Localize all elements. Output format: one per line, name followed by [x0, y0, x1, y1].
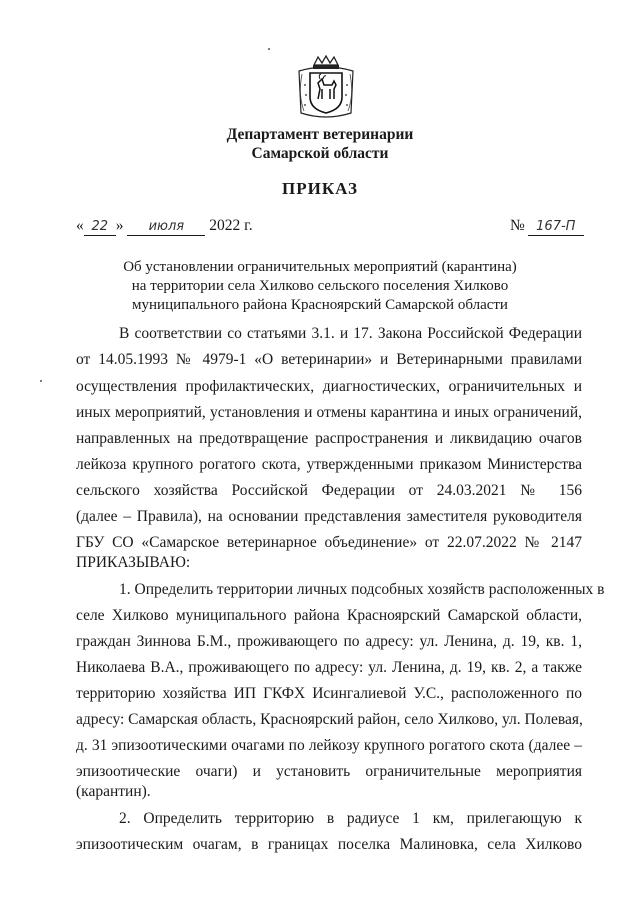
- scan-speck: [40, 380, 42, 382]
- date-open-quote: «: [76, 217, 84, 234]
- body-line: от 14.05.1993 № 4979-1 «О ветеринарии» и Ветеринарными правилами: [76, 351, 582, 368]
- order-subject: [90, 258, 550, 315]
- body-line: Николаева В.А., проживающего по адресу: ул. Ленина, д. 19, кв. 2, а также: [76, 659, 582, 676]
- scan-speck: [268, 48, 270, 50]
- subject-line: Об установлении ограничительных мероприятий (карантина): [123, 259, 517, 275]
- body-line: д. 31 эпизоотическими очагами по лейкозу крупного рогатого скота (далее –: [76, 737, 582, 754]
- body-line: иных мероприятий, установления и отмены карантина и иных ограничений,: [76, 404, 582, 421]
- date-year: 2022 г.: [209, 217, 253, 234]
- body-line: ГБУ СО «Самарское ветеринарное объединение» от 22.07.2022 № 2147: [76, 534, 582, 551]
- body-line: сельского хозяйства Российской Федерации от 24.03.2021 № 156: [76, 482, 582, 499]
- subject-line: на территории села Хилково сельского поселения Хилково: [131, 278, 509, 294]
- body-line: селе Хилково муниципального района Красноярский Самарской области,: [76, 607, 582, 624]
- order-number: [510, 217, 584, 236]
- document-title: ПРИКАЗ: [282, 179, 358, 198]
- body-line: адресу: Самарская область, Красноярский район, село Хилково, ул. Полевая,: [76, 711, 583, 728]
- date-close-quote: »: [115, 217, 124, 234]
- date-month: июля: [127, 219, 205, 236]
- date-day: 22: [84, 219, 116, 236]
- body-line: 2. Определить территорию в радиусе 1 км, прилегающую к: [119, 810, 582, 827]
- coat-of-arms-emblem: [296, 55, 356, 121]
- body-line: лейкоза крупного рогатого скота, утвержденными приказом Министерства: [76, 456, 582, 473]
- body-line: В соответствии со статьями 3.1. и 17. Закона Российской Федерации: [119, 325, 582, 342]
- body-line: граждан Зиннова Б.М., проживающего по адресу: ул. Ленина, д. 19, кв. 1,: [76, 633, 582, 650]
- order-date: [76, 217, 253, 236]
- body-line: территорию хозяйства ИП ГКФХ Исингалиевой У.С., расположенного по: [76, 685, 582, 702]
- body-line: (карантин).: [76, 783, 151, 800]
- number-sign: №: [510, 217, 525, 234]
- number-value: 167-П: [528, 219, 584, 236]
- department-name-line2: Самарской области: [251, 145, 389, 162]
- department-name-line1: Департамент ветеринарии: [226, 126, 414, 143]
- body-line: эпизоотическим очагам, в границах поселка Малиновка, села Хилково: [76, 836, 582, 853]
- body-line: направленных на предотвращение распространения и ликвидацию очагов: [76, 430, 582, 447]
- subject-line: муниципального района Красноярский Самарской области: [132, 297, 508, 313]
- body-line: (далее – Правила), на основании представления заместителя руководителя: [76, 508, 582, 525]
- body-line: осуществления профилактических, диагностических, ограничительных и: [76, 378, 582, 395]
- body-line-order-keyword: ПРИКАЗЫВАЮ:: [76, 554, 191, 571]
- body-line: 1. Определить территории личных подсобных хозяйств расположенных в: [119, 581, 605, 598]
- body-line: эпизоотические очаги) и установить ограничительные мероприятия: [76, 763, 582, 780]
